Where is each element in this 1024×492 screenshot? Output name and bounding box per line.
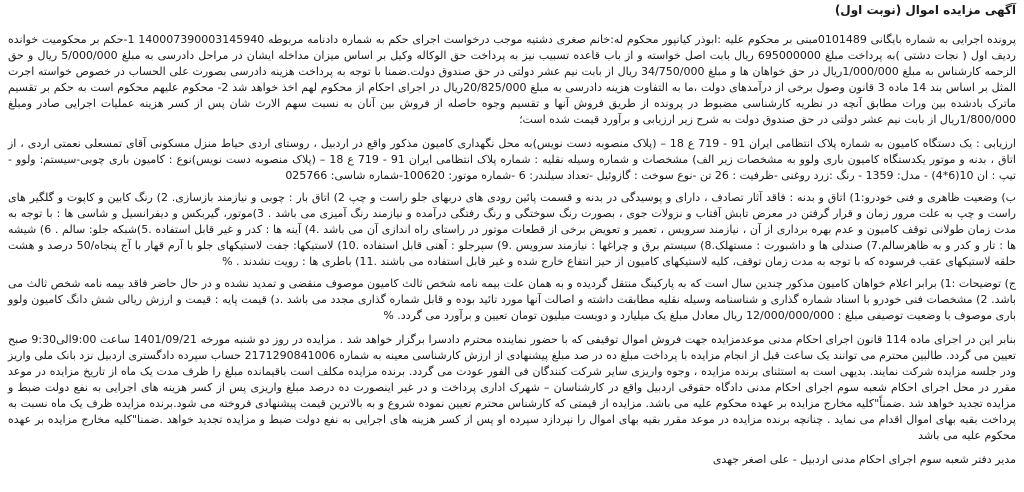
condition-paragraph: ب) وضعیت ظاهری و فنی خودرو:1) اتاق و بدنه : فاقد آثار تصادف ، دارای و پوسیدگی در بدنه و قسمت پائین رودی های دربهای جلو راست و چپ 2) اتاق بار : چوبی و نیازمند بازسازی. 2) رنگ کابین و کاپوت و گلگیر های راست و چپ به علت مرور زمان و قرار گرفتن در معرض تابش آفتاب و نزولات جوی ، بصورت رنگ سوختگی و رنگ رفتگی درآمده و نیازمند رنگ آمیزی می باشد . 3)موتور، گیربکس و دیفرانسیل و شاسی ها : با توجه به مدت زمان طولانی توقف کامیون و عدم بهره برداری از آن ، نیازمند سرویس ، تعمیر و تعویض برخی از قطعات موتور در راستای راه اندازی آن می باشد .4) آینه ها : کدر و غیر قابل استفاده .5)شبکه جلو: سالم . 6) شیشه ها : تار و کدر و به ظاهرسالم.7) صندلی ها و داشبورت : مستهلک.8) سیستم برق و چراغها : نیازمند سرویس .9) سپرجلو : آهنی قابل استفاده .10) لاستیکها: جفت لاستیکهای جلو با آرم قهار با آج پنجاه/50 درصد و هشت حلقه لاستیکهای عقب فرسوده که با توجه به مدت زمان توقف، کلیه لاستیکهای کامیون از حیز انتفاع خارج شده و غیر قابل استفاده می باشند .11) باطری ها : رویت نشدند . %	[8, 191, 1017, 268]
signature-line: مدیر دفتر شعبه سوم اجرای احکام مدنی اردبیل - علی اصغر جهدی	[712, 453, 1016, 466]
auction-terms-paragraph: بنابر این در اجرای ماده 114 قانون اجرای احکام مدنی موعدمزایده جهت فروش اموال توقیفی که با حضور نماینده محترم دادسرا برگزار خواهد شد . مزایده در روز دو شنبه مورخه 1401/09/21 ساعت 9:00الی9:30 صبح تعیین می گردد. طالبین محترم می توانند یک ساعت قبل از انجام مزایده با پرداخت مبلغ ده در صد مبلغ پیشنهادی از ارزش کارشناسی معینه به شماره 2171290841006 حساب سپرده دادگستری اردبیل نزد بانک ملی واریز ودر جلسه مزایده شرکت نمایند. بدیهی است به استثنای برنده مزایده ، وجوه واریزی سایر شرکت کنندگان فی الفور عودت می گردد. برنده مزایده مکلف است باقیمانده مبلغ را ظرف مدت یک ماه از تاریخ مزایده در موعد مقرر در محل اجرای احکام شعبه سوم اجرای احکام مدنی دادگاه حقوقی اردبیل واقع در کارشناسان – شهرک اداری پرداخت و در غیر اینصورت ده درصد مبلغ واریزی پس از کسر هزینه های اجرایی به نفع دولت ضبط و مزایده تجدید خواهد شد .ضمناً"کلیه مخارج مزایده بر عهده محکوم علیه می باشد. مزایده از قیمتی که کارشناس محترم تعیین نموده شروع و به بالاترین قیمت پیشنهادی فروخته می شود.برنده مزایده ظرف یک ماه نسبت به پرداخت بقیه بهای اموال اقدام می نماید . چنانچه برنده مزایده در موعد مقرر بقیه بهای اموال را نپردازد سپرده او پس از کسر هزینه های اجرایی به نفع دولت ضبط و مزایده تجدید خواهد .ضمنا"کلیه مخارج مزایده بر عهده محکوم علیه می باشد	[8, 333, 1016, 442]
notice-title: آگهی مزایده اموال (نوبت اول)	[834, 3, 1016, 17]
explanations-paragraph: ج) توضیحات :1) برابر اعلام خواهان کامیون مذکور چندین سال است که به پارکینگ منتقل گردیده و به همان علت بیمه نامه شخص ثالث کامیون موصوف منقضی و تمدید نشده و در حال حاضر فاقد بیمه نامه شخص ثالث می باشد. 2) مشخصات فنی خودرو با اسناد شماره گذاری و شناسنامه وسیله نقلیه مطابقت داشته و اصالت آنها مورد تائید بوده و قابل شماره گذاری مجدد می باشد .د) قیمت پایه : قیمت و ارزش ریالی شش دانگ کامیون ولوو باری موصوف با وضعیت توصیفی مبلغ : 12/000/000/000 ریال معادل مبلغ یک میلیارد و دویست میلیون تومان تعیین و برآورد می گردد. %	[8, 277, 1016, 322]
auction-notice	[8, 2, 1016, 490]
valuation-paragraph: ارزیابی : یک دستگاه کامیون به شماره پلاک انتظامی ایران 91 - 719 ع 18 – (پلاک منصوبه دست نویس)به محل نگهداری کامیون مذکور واقع در اردبیل ، روستای اردی حیاط منزل مسکونی آقای تمسعلی نعمتی اردی ، از اتاق ، بدنه و موتور یکدستگاه کامیون باری ولوو به مشخصات زیر الف) مشخصات و شماره وسیله نقلیه : شماره پلاک انتظامی ایران 91 - 719 ع 18 – (پلاک منصوبه دست نویس)نوع : کامیون باری چوبی-سیستم: ولوو - تیپ : ان 10(6*4) - مدل: 1359 - رنگ :زرد روغنی -ظرفیت : 26 تن -نوع سوخت : گازوئیل -تعداد سیلندر: 6 -شماره موتور: 100620-شماره شاسی: 025766	[8, 137, 1016, 182]
case-details-paragraph: پرونده اجرایی به شماره بایگانی 0101489مبنی بر محکوم علیه :ابوذر کیانپور محکوم له:خانم صغری دشتیه موجب درخواست اجرای حکم به شماره دادنامه مربوطه 140007390003145940 1-حکم بر محکومیت خوانده ردیف اول ( نجات دشتی )به پرداخت مبلغ 695000000 ریال بابت اصل خواسته و از باب قاعده تسبیب نیز به پرداخت حق الوکاله وکیل بر اساس میزان مداخله ایشان در مراحل دادرسی به مبلغ 5/000/000 ریال و حق الزحمه کارشناس به مبلغ 1/000/000ریال در حق خواهان ها و مبلغ 34/750/000 ریال از بابت نیم عشر دولتی در حق صندوق دولت.ضمنا با توجه به پرداخت هزینه دادرسی بصورت علی الحساب در خصوص خواسته اجرت المثل بر اساس بند 14 ماده 3 قانون وصول برخی از درآمدهای دولت ،ما به التفاوت هزینه دادرسی به مبلغ 20/825/000ریال در اجرای احکام از محکوم لهم اخذ خواهد شد 2- محکوم علیهم محکوم است به حکم بر تقسیم ماترک بادشده بین ورات مطابق آنچه در نظریه کارشناسی مضبوط در پرونده از طریق فروش آنها و تقسیم وجوه حاصله از فروش بین آنان به نسبت سهم الارث شان پس از کسر هزینه عملیات اجرایی صادر ومبلغ 1/800/000ریال از بابت نیم عشر دولتی در حق صندوق دولت به شرح زیر ارزیابی و برآورد قیمت شده است؛	[8, 33, 1017, 126]
